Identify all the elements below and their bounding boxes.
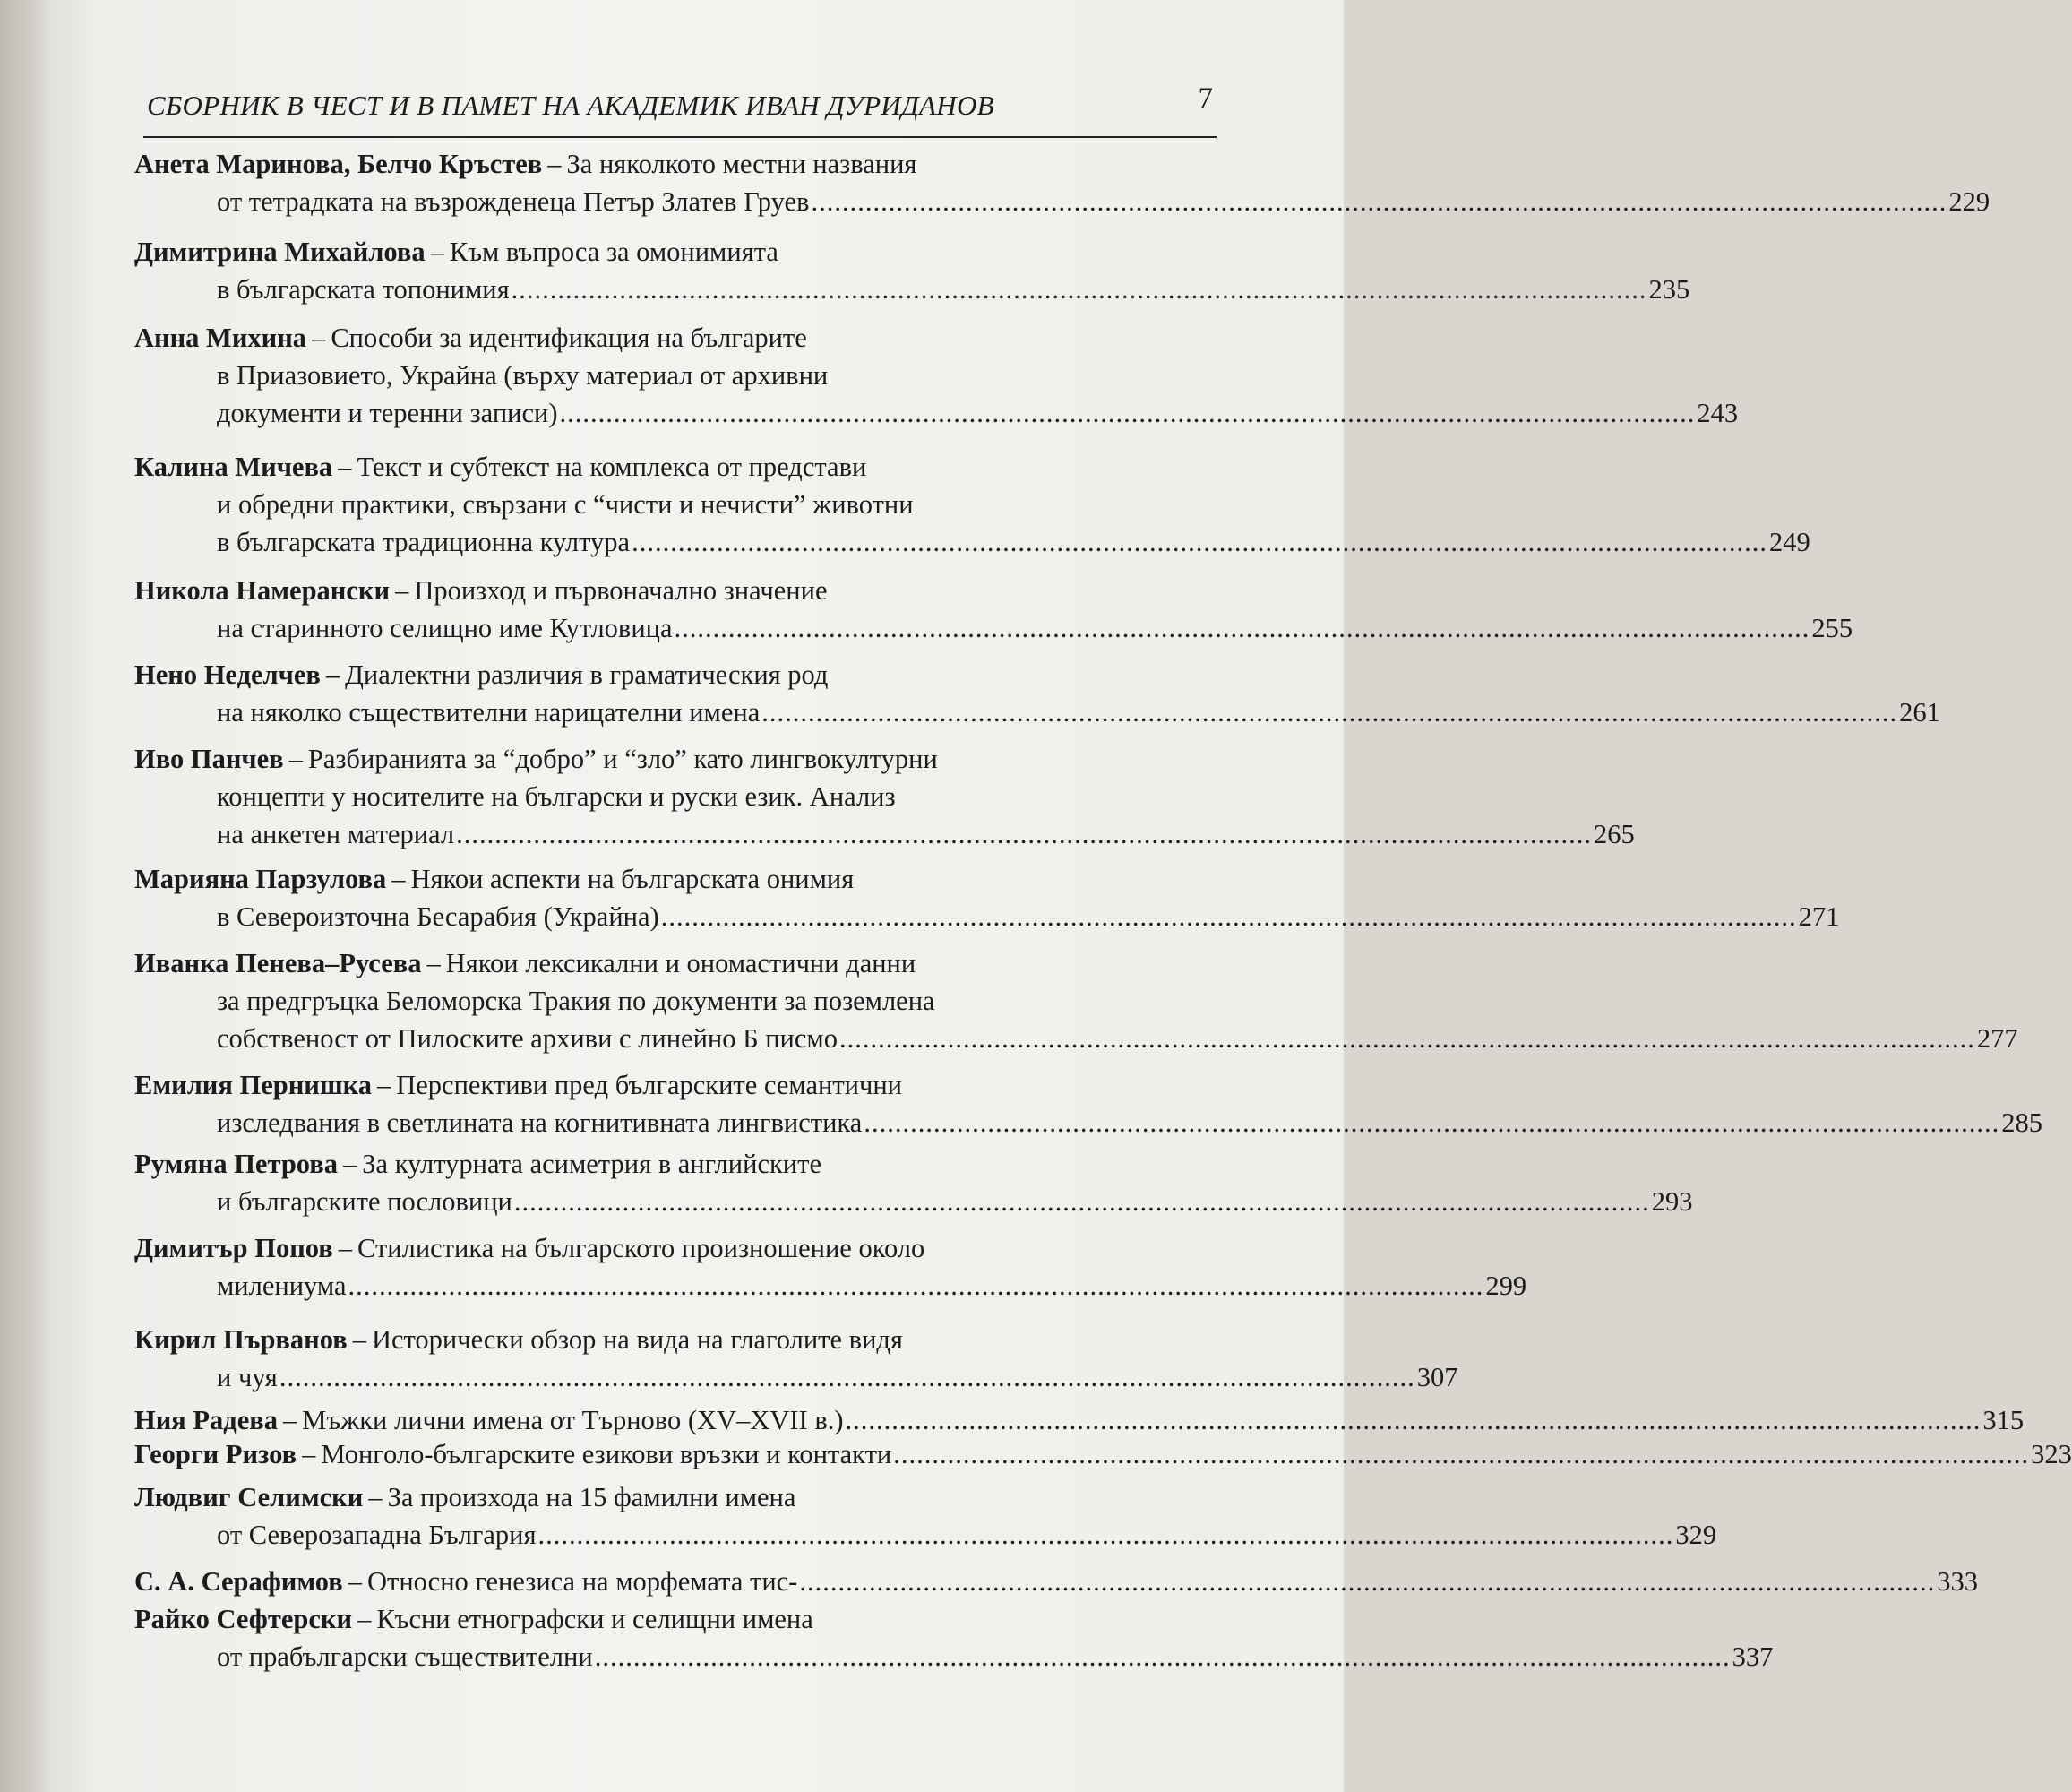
toc-author: Ния Радева bbox=[134, 1405, 278, 1435]
toc-author: Емилия Пернишка bbox=[134, 1070, 372, 1100]
toc-leader-dots: ................................................................................................................................................... bbox=[864, 1107, 2000, 1138]
toc-leader-dots: ................................................................................................................................................... bbox=[594, 1641, 1731, 1672]
toc-entry-last-line bbox=[134, 1267, 1527, 1305]
toc-entry-last-line bbox=[134, 815, 1635, 853]
toc-entry-heading bbox=[134, 237, 778, 267]
toc-page-number: 235 bbox=[1648, 274, 1690, 305]
toc-entry[interactable] bbox=[134, 448, 1810, 561]
toc-entry-heading bbox=[134, 1324, 903, 1355]
toc-leader-dots: ................................................................................................................................................... bbox=[632, 527, 1767, 557]
toc-page-number: 323 bbox=[2031, 1439, 2072, 1469]
toc-author: Марияна Парзулова bbox=[134, 864, 387, 894]
toc-entry-last-line bbox=[134, 609, 1853, 647]
table-of-contents bbox=[134, 145, 2072, 1676]
toc-title: Диалектни различия в граматическия род bbox=[345, 659, 829, 690]
toc-dash: – bbox=[395, 575, 409, 606]
toc-title: Стилистика на българското произношение около bbox=[357, 1233, 925, 1263]
toc-entry-heading bbox=[134, 1401, 844, 1439]
toc-page-number: 315 bbox=[1982, 1405, 2025, 1435]
toc-dash: – bbox=[376, 1070, 391, 1100]
toc-entry-first-line bbox=[134, 1401, 2025, 1439]
toc-entry-first-line bbox=[134, 572, 1218, 609]
toc-entry-last-line bbox=[134, 1516, 1717, 1554]
toc-author: Нено Неделчев bbox=[134, 659, 321, 690]
toc-dash: – bbox=[338, 452, 352, 482]
toc-title-end: от прабългарски съществителни bbox=[217, 1641, 593, 1672]
toc-entry[interactable] bbox=[134, 740, 1635, 853]
toc-title: Способи за идентификация на българите bbox=[331, 323, 807, 353]
toc-entry[interactable] bbox=[134, 1401, 2025, 1439]
toc-page-number: 243 bbox=[1697, 398, 1739, 428]
toc-entry-last-line bbox=[134, 523, 1810, 561]
toc-entry-first-line bbox=[134, 233, 1218, 271]
toc-title: Исторически обзор на вида на глаголите видя bbox=[371, 1324, 903, 1355]
toc-author: Анна Михина bbox=[134, 323, 307, 353]
toc-dash: – bbox=[547, 149, 562, 179]
toc-page-number: 337 bbox=[1732, 1641, 1774, 1672]
toc-dash: – bbox=[288, 744, 303, 774]
toc-entry[interactable] bbox=[134, 1563, 1978, 1600]
toc-entry-last-line bbox=[134, 394, 1739, 432]
toc-page-number: 261 bbox=[1899, 697, 1940, 728]
toc-entry[interactable] bbox=[134, 1229, 1527, 1305]
toc-leader-dots: ................................................................................................................................................... bbox=[838, 1023, 1975, 1054]
toc-page-number: 333 bbox=[1937, 1566, 1978, 1597]
toc-title: Някои аспекти на българската онимия bbox=[410, 864, 855, 894]
toc-entry-first-line bbox=[134, 448, 1218, 486]
toc-leader-dots: ................................................................................................................................................... bbox=[893, 1439, 2030, 1469]
toc-entry-first-line bbox=[134, 656, 1218, 694]
toc-page-number: 293 bbox=[1651, 1186, 1693, 1217]
toc-entry[interactable] bbox=[134, 572, 1853, 647]
toc-title-continuation: концепти у носителите на български и руски език. Анализ bbox=[217, 781, 896, 812]
toc-entry-first-line bbox=[134, 1600, 1218, 1638]
toc-title-end: и чуя bbox=[217, 1362, 278, 1392]
toc-author: Иво Панчев bbox=[134, 744, 284, 774]
toc-entry[interactable] bbox=[134, 1600, 1774, 1676]
toc-author: С. А. Серафимов bbox=[134, 1566, 343, 1597]
toc-entry-first-line bbox=[134, 1229, 1218, 1267]
toc-entry[interactable] bbox=[134, 1478, 1717, 1554]
toc-entry-first-line bbox=[134, 944, 1218, 982]
toc-page-number: 249 bbox=[1768, 527, 1810, 557]
toc-page-number: 285 bbox=[2001, 1107, 2042, 1138]
toc-page-number: 277 bbox=[1976, 1023, 2018, 1054]
toc-entry-first-line bbox=[134, 1478, 1218, 1516]
toc-leader-dots: ................................................................................................................................................... bbox=[537, 1520, 1674, 1550]
toc-entry-last-line bbox=[134, 1020, 2018, 1057]
toc-entry-first-line bbox=[134, 319, 1218, 357]
toc-dash: – bbox=[325, 659, 340, 690]
toc-entry-heading bbox=[134, 452, 866, 482]
toc-entry-last-line bbox=[134, 1104, 2042, 1142]
toc-dash: – bbox=[283, 1405, 297, 1435]
toc-page-number: 329 bbox=[1675, 1520, 1717, 1550]
toc-author: Димитър Попов bbox=[134, 1233, 333, 1263]
toc-title: Произход и първоначално значение bbox=[414, 575, 828, 606]
toc-entry-last-line bbox=[134, 898, 1840, 935]
toc-dash: – bbox=[302, 1439, 316, 1469]
toc-leader-dots: ................................................................................................................................................... bbox=[513, 1186, 1650, 1217]
toc-entry-heading bbox=[134, 1149, 821, 1179]
toc-entry-heading bbox=[134, 744, 938, 774]
toc-author: Димитрина Михайлова bbox=[134, 237, 426, 267]
toc-title-end: милениума bbox=[217, 1271, 347, 1301]
toc-entry-last-line bbox=[134, 1358, 1458, 1396]
toc-leader-dots: ................................................................................................................................................... bbox=[511, 274, 1647, 305]
toc-author: Георги Ризов bbox=[134, 1439, 297, 1469]
toc-entry-heading bbox=[134, 1233, 924, 1263]
toc-entry-heading bbox=[134, 149, 916, 179]
toc-entry-last-line bbox=[134, 1638, 1774, 1676]
toc-entry-first-line bbox=[134, 1435, 2072, 1473]
toc-leader-dots: ................................................................................................................................................... bbox=[674, 613, 1810, 643]
toc-title-end: в българската топонимия bbox=[217, 274, 510, 305]
toc-leader-dots: ................................................................................................................................................... bbox=[456, 819, 1592, 849]
toc-title-end: изследвания в светлината на когнитивната лингвистика bbox=[217, 1107, 863, 1138]
toc-entry-first-line bbox=[134, 1321, 1218, 1358]
toc-author: Калина Мичева bbox=[134, 452, 333, 482]
toc-entry[interactable] bbox=[134, 319, 1739, 432]
toc-author: Никола Намерански bbox=[134, 575, 391, 606]
toc-page-number: 255 bbox=[1811, 613, 1853, 643]
toc-entry-last-line bbox=[134, 183, 1990, 220]
toc-title: За няколкото местни названия bbox=[566, 149, 917, 179]
toc-dash: – bbox=[430, 237, 444, 267]
toc-dash: – bbox=[343, 1149, 357, 1179]
toc-leader-dots: ................................................................................................................................................... bbox=[761, 697, 1898, 728]
toc-dash: – bbox=[312, 323, 326, 353]
toc-title-end: в Североизточна Бесарабия (Украйна) bbox=[217, 901, 659, 932]
toc-entry-heading bbox=[134, 1070, 902, 1100]
running-header bbox=[143, 82, 1217, 138]
toc-title-continuation: в Приазовието, Украйна (върху материал от архивни bbox=[217, 360, 829, 391]
toc-page-number: 229 bbox=[1948, 186, 1990, 217]
toc-entry-heading bbox=[134, 1435, 891, 1473]
toc-title-end: на старинното селищно име Кутловица bbox=[217, 613, 673, 643]
page-number: 7 bbox=[1198, 82, 1213, 115]
toc-author: Кирил Първанов bbox=[134, 1324, 348, 1355]
toc-dash: – bbox=[357, 1604, 372, 1634]
toc-entry[interactable] bbox=[134, 145, 1990, 220]
toc-entry-heading bbox=[134, 1563, 797, 1600]
toc-title-end: собственост от Пилоските архиви с линейно Б писмо bbox=[217, 1023, 838, 1054]
toc-entry-heading bbox=[134, 323, 807, 353]
toc-title: Перспективи пред българските семантични bbox=[396, 1070, 902, 1100]
toc-author: Румяна Петрова bbox=[134, 1149, 338, 1179]
toc-dash: – bbox=[348, 1566, 362, 1597]
toc-title: Разбиранията за “добро” и “зло” като лингвокултурни bbox=[307, 744, 938, 774]
toc-leader-dots: ................................................................................................................................................... bbox=[279, 1362, 1415, 1392]
toc-entry-last-line bbox=[134, 271, 1690, 308]
toc-title: Към въпроса за омонимията bbox=[449, 237, 778, 267]
toc-title-end: документи и теренни записи) bbox=[217, 398, 558, 428]
toc-dash: – bbox=[426, 948, 441, 978]
toc-entry[interactable] bbox=[134, 1321, 1458, 1396]
toc-title: Мъжки лични имена от Търново (XV–XVII в.) bbox=[302, 1405, 844, 1435]
toc-title-continuation: за предгръцка Беломорска Тракия по документи за поземлена bbox=[217, 986, 935, 1016]
toc-title-end: и българските пословици bbox=[217, 1186, 512, 1217]
toc-leader-dots: ................................................................................................................................................... bbox=[348, 1271, 1484, 1301]
toc-title-end: на анкетен материал bbox=[217, 819, 455, 849]
toc-entry-first-line bbox=[134, 740, 1218, 778]
toc-title-end: на няколко съществителни нарицателни имена bbox=[217, 697, 761, 728]
toc-page-number: 299 bbox=[1485, 1271, 1527, 1301]
toc-entry-heading bbox=[134, 1604, 813, 1634]
toc-entry-first-line bbox=[134, 1066, 1218, 1104]
toc-leader-dots: ................................................................................................................................................... bbox=[799, 1566, 1936, 1597]
toc-author: Анета Маринова, Белчо Кръстев bbox=[134, 149, 543, 179]
toc-title-continuation: и обредни практики, свързани с “чисти и нечисти” животни bbox=[217, 489, 914, 520]
toc-title: Монголо-българските езикови връзки и контакти bbox=[321, 1439, 892, 1469]
toc-title-end: от тетрадката на възрожденеца Петър Златев Груев bbox=[217, 186, 810, 217]
toc-author: Иванка Пенева–Русева bbox=[134, 948, 422, 978]
toc-title: За произхода на 15 фамилни имена bbox=[387, 1482, 796, 1512]
toc-leader-dots: ................................................................................................................................................... bbox=[811, 186, 1947, 217]
toc-entry-last-line bbox=[134, 1183, 1693, 1220]
toc-entry-last-line bbox=[134, 694, 1940, 731]
toc-entry[interactable] bbox=[134, 1145, 1693, 1220]
toc-leader-dots: ................................................................................................................................................... bbox=[845, 1405, 1982, 1435]
toc-dash: – bbox=[391, 864, 406, 894]
toc-title: Текст и субтекст на комплекса от представи bbox=[357, 452, 867, 482]
toc-title: Късни етнографски и селищни имена bbox=[376, 1604, 813, 1634]
toc-entry[interactable] bbox=[134, 656, 1940, 731]
toc-title: Относно генезиса на морфемата тис- bbox=[366, 1566, 798, 1597]
toc-entry-first-line bbox=[134, 860, 1218, 898]
toc-entry-first-line bbox=[134, 145, 1218, 183]
toc-entry-heading bbox=[134, 659, 828, 690]
toc-entry-heading bbox=[134, 1482, 795, 1512]
running-header-title: СБОРНИК В ЧЕСТ И В ПАМЕТ НА АКАДЕМИК ИВАН ДУРИДАНОВ bbox=[147, 90, 994, 121]
toc-title: За културната асиметрия в английските bbox=[362, 1149, 821, 1179]
toc-entry-heading bbox=[134, 864, 854, 894]
toc-entry[interactable] bbox=[134, 1435, 2072, 1473]
toc-page-number: 265 bbox=[1593, 819, 1635, 849]
toc-entry[interactable] bbox=[134, 1066, 2042, 1142]
toc-page-number: 271 bbox=[1798, 901, 1840, 932]
toc-title: Някои лексикални и ономастични данни bbox=[445, 948, 916, 978]
toc-entry-first-line bbox=[134, 1145, 1218, 1183]
toc-entry-heading bbox=[134, 575, 828, 606]
toc-page-number: 307 bbox=[1416, 1362, 1458, 1392]
toc-entry[interactable] bbox=[134, 860, 1840, 935]
toc-leader-dots: ................................................................................................................................................... bbox=[559, 398, 1696, 428]
toc-author: Райко Сефтерски bbox=[134, 1604, 353, 1634]
toc-leader-dots: ................................................................................................................................................... bbox=[660, 901, 1797, 932]
toc-entry[interactable] bbox=[134, 944, 2018, 1057]
toc-dash: – bbox=[338, 1233, 353, 1263]
toc-entry[interactable] bbox=[134, 233, 1690, 308]
toc-author: Людвиг Селимски bbox=[134, 1482, 364, 1512]
toc-title-end: в българската традиционна култура bbox=[217, 527, 631, 557]
book-spine-shadow bbox=[0, 0, 49, 1792]
toc-dash: – bbox=[368, 1482, 383, 1512]
toc-entry-heading bbox=[134, 948, 916, 978]
toc-title-end: от Северозападна България bbox=[217, 1520, 537, 1550]
toc-entry-first-line bbox=[134, 1563, 1978, 1600]
toc-dash: – bbox=[352, 1324, 366, 1355]
